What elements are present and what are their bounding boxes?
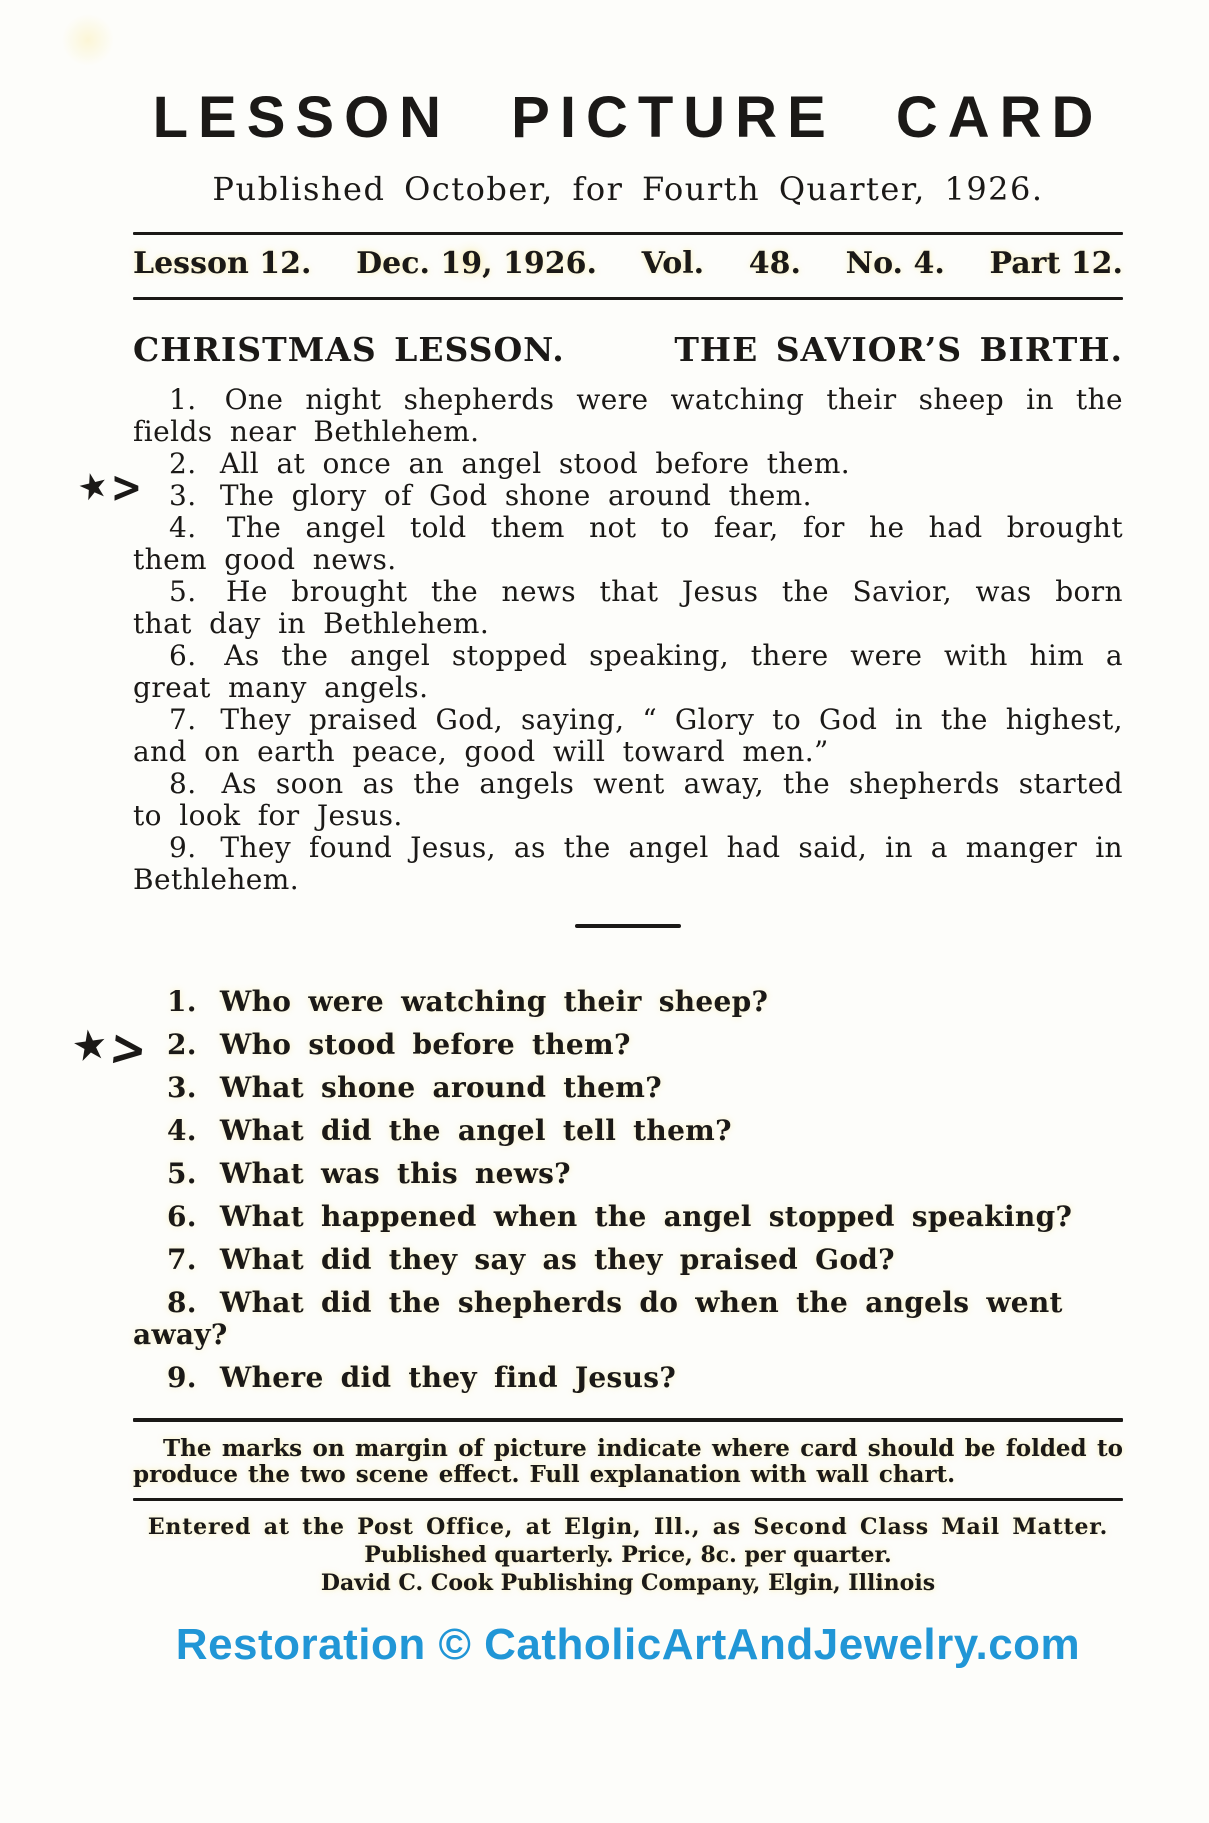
question-text: What did the shepherds do when the angels went away? xyxy=(133,1286,1063,1351)
card-content xyxy=(133,0,1123,1669)
question-number: 7. xyxy=(167,1243,197,1276)
story-item xyxy=(133,384,1123,448)
story-item-text: The angel told them not to fear, for he had brought them good news. xyxy=(133,511,1123,576)
question-number: 5. xyxy=(167,1157,197,1190)
story-item xyxy=(133,768,1123,832)
question-text: What was this news? xyxy=(219,1157,571,1190)
story-item-number: 5. xyxy=(169,575,197,608)
imprint-postal-line: Entered at the Post Office, at Elgin, Ill., as Second Class Mail Matter. xyxy=(147,1514,1109,1540)
questions-section xyxy=(133,986,1123,1394)
question-item xyxy=(133,986,1123,1018)
question-number: 6. xyxy=(167,1200,197,1233)
question-text: Who were watching their sheep? xyxy=(219,985,769,1018)
fold-chevron-icon: > xyxy=(106,1018,150,1081)
volume-date: Dec. 19, 1926. xyxy=(356,246,597,281)
story-item xyxy=(133,448,1123,480)
story-item xyxy=(133,704,1123,768)
question-number: 1. xyxy=(167,985,197,1018)
fold-chevron-icon: > xyxy=(110,461,143,513)
question-item xyxy=(133,1072,1123,1104)
question-item xyxy=(133,1362,1123,1394)
fold-mark xyxy=(73,461,143,513)
horizontal-rule xyxy=(133,1418,1123,1422)
volume-line xyxy=(133,247,1123,281)
question-text: What shone around them? xyxy=(219,1071,662,1104)
imprint-publisher-line: David C. Cook Publishing Company, Elgin, Illinois xyxy=(320,1570,936,1596)
fold-instructions-note: The marks on margin of picture indicate where card should be folded to produce the two scene effect. Full explanation with wall chart. xyxy=(133,1435,1123,1488)
fold-star-icon: ★ xyxy=(68,1019,112,1073)
story-item-text: One night shepherds were watching their sheep in the fields near Bethlehem. xyxy=(133,383,1123,448)
horizontal-rule xyxy=(133,297,1123,300)
volume-part: Part 12. xyxy=(989,246,1123,281)
story-item xyxy=(133,512,1123,576)
story-item-text: He brought the news that Jesus the Savior, was born that day in Bethlehem. xyxy=(133,575,1123,640)
question-text: Who stood before them? xyxy=(219,1028,631,1061)
volume-issue-number: No. 4. xyxy=(845,246,945,281)
story-item xyxy=(133,576,1123,640)
story-item-number: 8. xyxy=(169,767,197,800)
story-item xyxy=(133,480,1123,512)
story-item xyxy=(133,832,1123,896)
masthead-subtitle: Published October, for Fourth Quarter, 1926. xyxy=(212,170,1044,208)
masthead xyxy=(133,0,1123,206)
story-item-text: As the angel stopped speaking, there were with him a great many angels. xyxy=(133,639,1123,704)
volume-lesson-number: Lesson 12. xyxy=(133,246,312,281)
question-text: What did they say as they praised God? xyxy=(219,1243,895,1276)
restoration-watermark: Restoration © CatholicArtAndJewelry.com xyxy=(175,1620,1081,1669)
question-text: What did the angel tell them? xyxy=(219,1114,732,1147)
story-item-text: They praised God, saying, “ Glory to God in the highest, and on earth peace, good will toward men.” xyxy=(133,703,1123,768)
imprint-price-line: Published quarterly. Price, 8c. per quarter. xyxy=(364,1542,892,1568)
question-number: 2. xyxy=(167,1028,197,1061)
question-item xyxy=(133,1158,1123,1190)
fold-mark xyxy=(68,1018,150,1081)
story-item-number: 6. xyxy=(169,639,197,672)
horizontal-rule xyxy=(133,1498,1123,1501)
question-text: What happened when the angel stopped speaking? xyxy=(219,1200,1073,1233)
story-item-number: 3. xyxy=(169,479,197,512)
volume-value: 48. xyxy=(748,246,801,281)
question-number: 9. xyxy=(167,1361,197,1394)
story-item xyxy=(133,640,1123,704)
question-item xyxy=(133,1029,1123,1061)
lesson-heading-right: THE SAVIOR’S BIRTH. xyxy=(674,330,1123,369)
question-item xyxy=(133,1201,1123,1233)
volume-label: Vol. xyxy=(641,246,705,281)
horizontal-rule xyxy=(133,232,1123,235)
page-title: LESSON PICTURE CARD xyxy=(152,85,1104,150)
story-item-number: 9. xyxy=(169,831,197,864)
question-number: 8. xyxy=(167,1286,197,1319)
question-item xyxy=(133,1115,1123,1147)
question-number: 4. xyxy=(167,1114,197,1147)
story-item-text: They found Jesus, as the angel had said, in a manger in Bethlehem. xyxy=(133,831,1123,896)
story-item-number: 1. xyxy=(169,383,197,416)
story-item-number: 4. xyxy=(169,511,197,544)
story-section xyxy=(133,384,1123,896)
story-item-number: 2. xyxy=(169,447,197,480)
lesson-heading-left: CHRISTMAS LESSON. xyxy=(133,330,565,369)
story-item-text: As soon as the angels went away, the shepherds started to look for Jesus. xyxy=(133,767,1123,832)
section-divider xyxy=(575,924,681,928)
story-item-text: The glory of God shone around them. xyxy=(219,479,812,512)
story-item-number: 7. xyxy=(169,703,197,736)
lesson-heading xyxy=(133,332,1123,368)
publisher-imprint xyxy=(133,1513,1123,1597)
fold-star-icon: ★ xyxy=(73,462,114,512)
story-item-text: All at once an angel stood before them. xyxy=(219,447,851,480)
question-text: Where did they find Jesus? xyxy=(219,1361,677,1394)
question-item xyxy=(133,1287,1123,1351)
question-number: 3. xyxy=(167,1071,197,1104)
question-item xyxy=(133,1244,1123,1276)
